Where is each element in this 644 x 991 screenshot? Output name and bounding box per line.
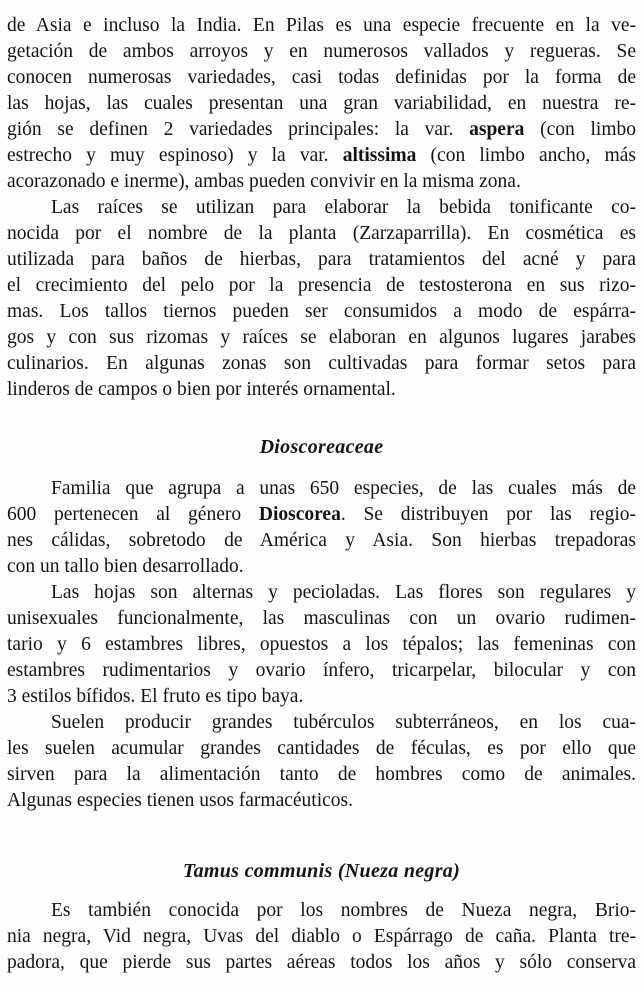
text-line: les suelen acumular grandes cantidades de féculas, es por ello que: [7, 738, 636, 759]
text-line: nia negra, Vid negra, Uvas del diablo o Espárrago de caña. Planta tre-: [7, 926, 636, 947]
text-line: estambres rudimentarios y ovario ínfero, tricarpelar, bilocular y con: [7, 660, 636, 681]
paragraph-zarzaparrilla-varieties: [7, 13, 636, 195]
paragraph-tamus-names: [7, 898, 636, 976]
text-line: culinarios. En algunas zonas son cultivadas para formar setos para: [7, 353, 636, 374]
paragraph-dioscoreaceae-morphology: [7, 580, 636, 710]
text-line: 3 estilos bífidos. El fruto es tipo baya.: [7, 686, 304, 707]
emphasized-term: Dioscorea: [258, 504, 341, 525]
text-line: Suelen producir grandes tubérculos subterráneos, en los cua-: [51, 712, 636, 733]
text-line: nocida por el nombre de la planta (Zarzaparrilla). En cosmética es: [7, 223, 636, 244]
paragraph-zarzaparrilla-uses: [7, 195, 636, 403]
text-line: linderos de campos o bien por interés ornamental.: [7, 379, 396, 400]
text-line: Las hojas son alternas y pecioladas. Las flores son regulares y: [51, 582, 636, 603]
paragraph-dioscoreaceae-tubers: [7, 710, 636, 814]
text-line: gos y con sus rizomas y raíces se elaboran en algunos lugares jarabes: [7, 327, 636, 348]
text-line: getación de ambos arroyos y en numerosos vallados y regueras. Se: [7, 41, 636, 62]
paragraph-dioscoreaceae-family: [7, 476, 636, 580]
text-line: nes cálidas, sobretodo de América y Asia. Son hierbas trepadoras: [7, 530, 636, 551]
text-line: con un tallo bien desarrollado.: [7, 556, 244, 577]
text-line: tario y 6 estambres libres, opuestos a los tépalos; las femeninas con: [7, 634, 636, 655]
text-line: conocen numerosas variedades, casi todas definidas por la forma de: [7, 67, 636, 88]
text-line: las hojas, las cuales presentan una gran variabilidad, en nuestra re-: [7, 93, 636, 114]
text-line: gión se definen 2 variedades principales: la var. aspera (con limbo: [7, 119, 636, 140]
text-line: unisexuales funcionalmente, las masculinas con un ovario rudimen-: [7, 608, 636, 629]
text-line: Familia que agrupa a unas 650 especies, de las cuales más de: [51, 478, 636, 499]
heading-tamus-communis: Tamus communis (Nueza negra): [182, 860, 461, 882]
text-line: sirven para la alimentación tanto de hombres como de animales.: [7, 764, 636, 785]
text-line: de Asia e incluso la India. En Pilas es una especie frecuente en la ve-: [7, 15, 636, 36]
text-line: Es también conocida por los nombres de Nueza negra, Brio-: [51, 900, 636, 921]
emphasized-term: aspera: [469, 119, 525, 140]
text-line: el crecimiento del pelo por la presencia de testosterona en sus rizo-: [7, 275, 636, 296]
text-line: Algunas especies tienen usos farmacéuticos.: [7, 790, 354, 811]
text-line: mas. Los tallos tiernos pueden ser consumidos a modo de espárra-: [7, 301, 636, 322]
text-line: estrecho y muy espinoso) y la var. altissima (con limbo ancho, más: [7, 145, 636, 166]
heading-dioscoreaceae: Dioscoreaceae: [259, 436, 384, 458]
text-line: padora, que pierde sus partes aéreas todos los años y sólo conserva: [7, 952, 636, 973]
emphasized-term: altissima: [342, 145, 417, 166]
text-line: Las raíces se utilizan para elaborar la bebida tonificante co-: [51, 197, 636, 218]
text-line: acorazonado e inerme), ambas pueden convivir en la misma zona.: [7, 171, 521, 192]
text-line: 600 pertenecen al género Dioscorea. Se distribuyen por las regio-: [7, 504, 636, 525]
text-line: utilizada para baños de hierbas, para tratamientos del acné y para: [7, 249, 636, 270]
